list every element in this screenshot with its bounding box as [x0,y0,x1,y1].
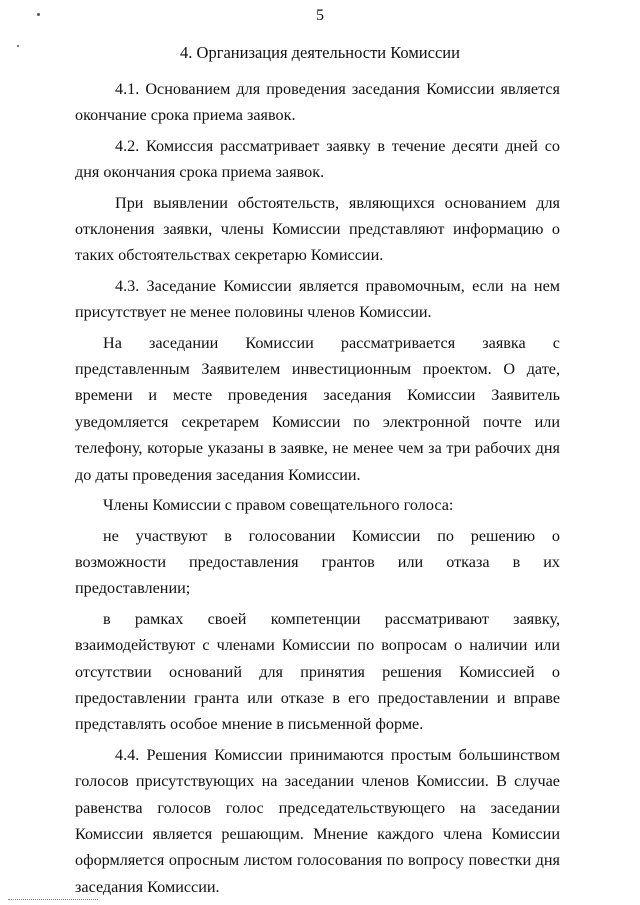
paragraph-4-4: 4.4. Решения Комиссии принимаются простым большинством голосов присутствующих на заседании членов Комиссии. В случае равенства голосов голос председательствующего на заседании Комиссии является решающим. Мнение каждого члена Комиссии оформляется опросным листом голосования по вопросу повестки дня заседания Комиссии. [75,745,560,896]
paragraph-no-voting: не участвуют в голосовании Комиссии по решению о возможности предоставления грантов или отказа в их предоставлении; [75,526,560,598]
paragraph-4-2: 4.2. Комиссия рассматривает заявку в течение десяти дней со дня окончания срока приема заявок. [75,136,560,182]
paragraph-circumstances: При выявлении обстоятельств, являющихся основанием для отклонения заявки, члены Комиссии представляют информацию о таких обстоятельствах секретарю Комиссии. [75,193,560,265]
document-body [75,76,560,904]
paragraph-4-1: 4.1. Основанием для проведения заседания Комиссии является окончание срока приема заявок. [75,80,560,125]
paragraph-meeting: На заседании Комиссии рассматривается заявка с представленным Заявителем инвестиционным проектом. О дате, времени и месте проведения заседания Комиссии Заявитель уведомляется секретарем Комиссии по электронной почте или телефону, которые указаны в заявке, не менее чем за три рабочих дня до даты проведения заседания Комиссии. [75,333,560,484]
page-number: 5 [316,7,324,24]
scan-edge-marks [8,899,98,903]
paragraph-advisory-members: Члены Комиссии с правом совещательного голоса: [103,496,454,515]
paragraph-4-3: 4.3. Заседание Комиссии является правомочным, если на нем присутствует не менее половины членов Комиссии. [75,276,560,322]
section-title: 4. Организация деятельности Комиссии [180,43,460,62]
paragraph-competence: в рамках своей компетенции рассматривают заявку, взаимодействуют с членами Комиссии по вопросам о наличии или отсутствии оснований для принятия решения Комиссией о предоставлении гранта или отказе в его предоставлении и вправе представлять особое мнение в письменной форме. [75,609,560,734]
